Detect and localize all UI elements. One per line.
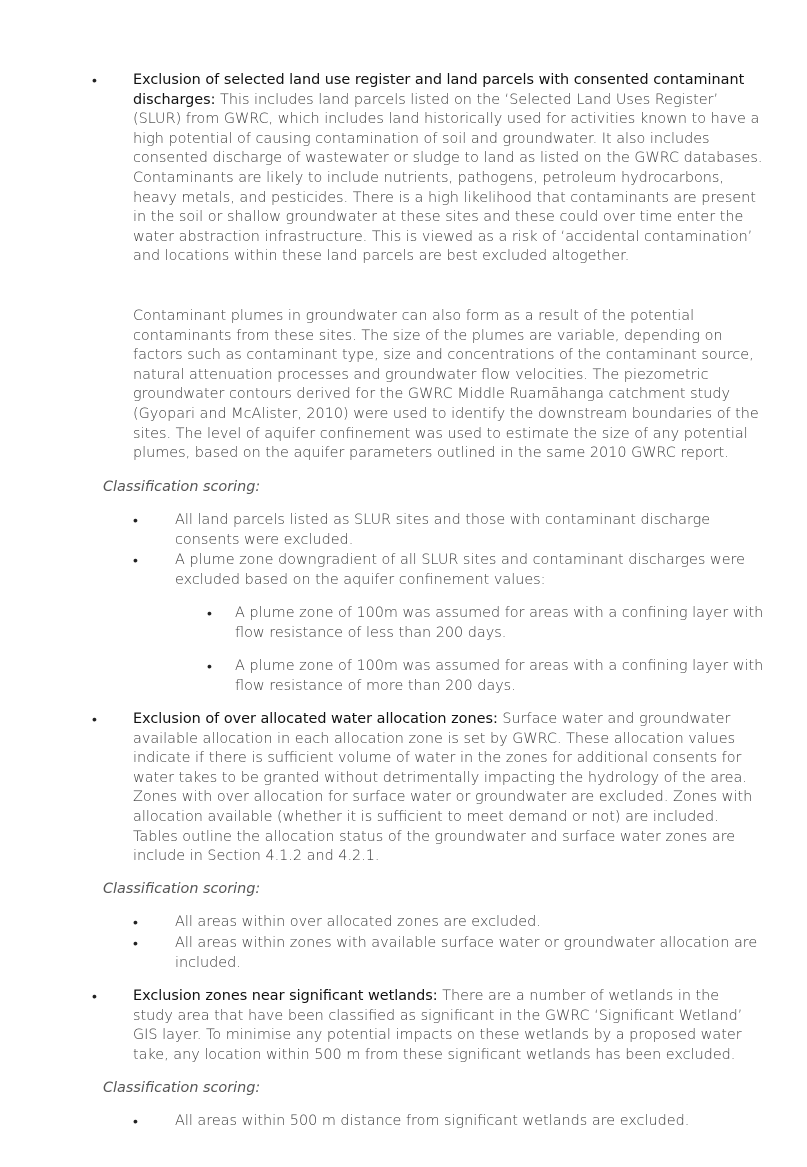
section-paragraph: Surface water and groundwater available allocation in each allocation zone is set by GWRC. These allocation values indicate if there is sufficient volume of water in the zones for additional consents for water takes to be granted without detrimentally impacting the hydrology of the area. Zones with over allocation for surface water or groundwater are excluded. Zones with allocation available (whether it is sufficient to meet demand or not) are included. Tables outline the allocation status of the groundwater and surface water zones are include in Section 4.1.2 and 4.2.1. [133, 711, 753, 865]
section-heading: Exclusion zones near significant wetlands: [133, 988, 438, 1004]
scoring-item: All areas within zones with available surface water or groundwater allocation are included. [175, 935, 758, 971]
classification-label: Classification scoring: [103, 1080, 261, 1096]
section-paragraph: This includes land parcels listed on the ‘Selected Land Uses Register’ (SLUR) from GWRC, which includes land historically used for activities known to have a high potential of causing contamination of soil and groundwater. It also includes consented discharge of wastewater or sludge to land as listed on the GWRC databases. Contaminants are likely to include nutrients, pathogens, petroleum hydrocarbons, heavy metals, and pesticides. There is a high likelihood that contaminants are present in the soil or shallow groundwater at these sites and these could over time enter the water abstraction infrastructure. This is viewed as a risk of ‘accidental contamination’ and locations within these land parcels are best excluded altogether. [133, 91, 763, 265]
bullet: • [92, 73, 97, 89]
section-land-use [133, 71, 763, 267]
bullet: • [207, 659, 212, 675]
bullet: • [133, 936, 138, 952]
bullet: • [133, 513, 138, 529]
classification-label: Classification scoring: [103, 479, 261, 495]
sub-scoring-item: A plume zone of 100m was assumed for areas with a confining layer with flow resistance of less than 200 days. [235, 605, 764, 641]
bullet: • [133, 915, 138, 931]
section-allocation-zones [133, 710, 763, 867]
scoring-item: All areas within over allocated zones are excluded. [175, 914, 541, 930]
sub-scoring-item: A plume zone of 100m was assumed for areas with a confining layer with flow resistance of more than 200 days. [235, 658, 764, 694]
bullet: • [92, 989, 97, 1005]
section-paragraph: There are a number of wetlands in the study area that have been classified as significant in the GWRC ‘Significant Wetland’ GIS layer. To minimise any potential impacts on these wetlands by a proposed water take, any location within 500 m from these significant wetlands has been excluded. [133, 988, 743, 1063]
bullet: • [92, 712, 97, 728]
scoring-item: All areas within 500 m distance from significant wetlands are excluded. [175, 1113, 690, 1129]
bullet: • [133, 1114, 138, 1130]
bullet: • [133, 553, 138, 569]
section-paragraph: Contaminant plumes in groundwater can also form as a result of the potential contaminants from these sites. The size of the plumes are variable, depending on factors such as contaminant type, size and concentrations of the contaminant source, natural attenuation processes and groundwater flow velocities. The piezometric groundwater contours derived for the GWRC Middle Ruamāhanga catchment study (Gyopari and McAlister, 2010) were used to identify the downstream boundaries of the sites. The level of aquifer confinement was used to estimate the size of any potential plumes, based on the aquifer parameters outlined in the same 2010 GWRC report. [133, 308, 759, 462]
section-heading: Exclusion of over allocated water allocation zones: [133, 711, 498, 727]
section-heading: Exclusion of selected land use register and land parcels with consented contaminant discharges: [133, 72, 745, 108]
section-wetlands [133, 987, 763, 1065]
scoring-item: A plume zone downgradient of all SLUR sites and contaminant discharges were excluded based on the aquifer confinement values: [175, 552, 746, 588]
bullet: • [207, 606, 212, 622]
classification-label: Classification scoring: [103, 881, 261, 897]
scoring-item: All land parcels listed as SLUR sites and those with contaminant discharge consents were excluded. [175, 512, 711, 548]
